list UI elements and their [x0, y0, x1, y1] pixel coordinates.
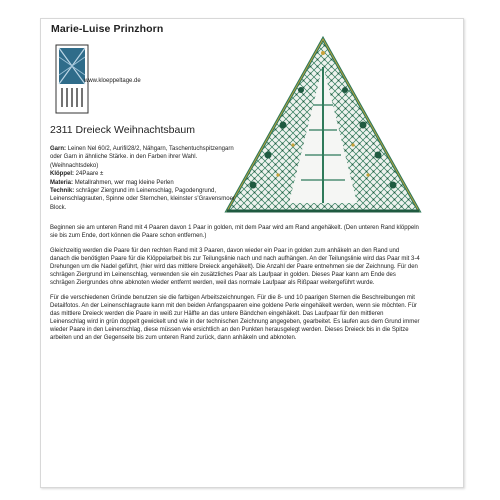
spec-kloeppel-text: 24Paare ± — [75, 171, 104, 178]
instructions-paragraph-2: Gleichzeitig werden die Paare für den rechten Rand mit 3 Paaren, davon wieder ein Paar in golden zum anhäkeln an den Rand und danach die benötigten Paare für die Klöppelarbeit bis zur Teilungslinie nach und nach aufhängen. An der Teilungslinie wird das Paar mit 3-4 Drehungen um die Nadel geführt, (hier wird das mittlere Dreieck angehäkelt). Die Anzahl der Paare entnehmen sie der Zeichnung. Für den schrägen Ziergrund im Leinenschlag, verwenden sie ein zusätzliches Paar als Laufpaar in golden. Dieses Paar kann am Ende des schrägen Ziergrundes ohne abknoten wieder entfernt werden, weil das normale Laufpaar als Rißpaar weitergeführt wurde. — [50, 247, 420, 287]
spec-garn-text: Leinen Nel 60/2, Aurifil28/2, Nähgarn, Taschentuchspitzengarn oder Garn in ähnliche Stärke. in den Farben ihrer Wahl. (Weihnachtsdeko) — [50, 146, 234, 169]
spec-garn — [50, 145, 240, 170]
spec-technik — [50, 187, 240, 212]
material-specs — [50, 145, 240, 212]
spec-material-text: Metallrahmen, wer mag kleine Perlen — [74, 179, 174, 186]
instructions-paragraph-1: Beginnen sie am unteren Rand mit 4 Paaren davon 1 Paar in golden, mit dem Paar wird am Rand angehäkelt. (Den unteren Rand klöppeln sie bis zum Ende, dort können die Paare schon entfernen.) — [50, 225, 419, 240]
spec-kloeppel-label: Klöppel: — [50, 171, 74, 178]
spec-technik-label: Technik: — [50, 188, 75, 195]
spec-kloeppel — [50, 170, 240, 178]
website-url: www.kloeppeltage.de — [84, 78, 141, 84]
author-name: Marie-Luise Prinzhorn — [51, 23, 164, 35]
spec-material-label: Materia: — [50, 179, 74, 186]
instructions-paragraph-3: Für die verschiedenen Gründe benutzen sie die farbigen Arbeitszeichnungen. Für die 8- und 10 paarigen Sternen die Beschreibungen mit Detailfotos. An der Leinenschlagraute kann mit den beiden Anfangspaaren eine goldene Perle eingehäkelt werden, wenn sie möchten. Für das mittlere Dreieck werden die Paare in weiß zur Hälfte an das untere Bändchen eingehäkelt. Das Laufpaar für den mittleren Leinenschlag wird in grün doppelt gewickelt und wie in der technischen Zeichnung angegeben, gearbeitet. Es laufen aus dem Grund immer wieder Paare in den Leinenschlag, diese müssen wie ersichtlich an den Punkten herausgelegt werden. Dieses Dreieck bis in die Spitze arbeiten und an der Gegenseite bis zum unteren Rand zurück, dann anhäkeln und abknoten. — [50, 294, 420, 342]
lace-triangle-photo — [223, 35, 423, 215]
pattern-title: 2311 Dreieck Weihnachtsbaum — [50, 124, 195, 136]
instructions-body — [50, 224, 420, 349]
spec-technik-text: schräger Ziergrund im Leinenschlag, Pagodengrund, Leinenschlagrauten, Spinne oder Sternchen, kleinster s'Gravensmoer Block. — [50, 188, 235, 211]
spec-garn-label: Garn: — [50, 146, 67, 152]
spec-material — [50, 179, 240, 187]
